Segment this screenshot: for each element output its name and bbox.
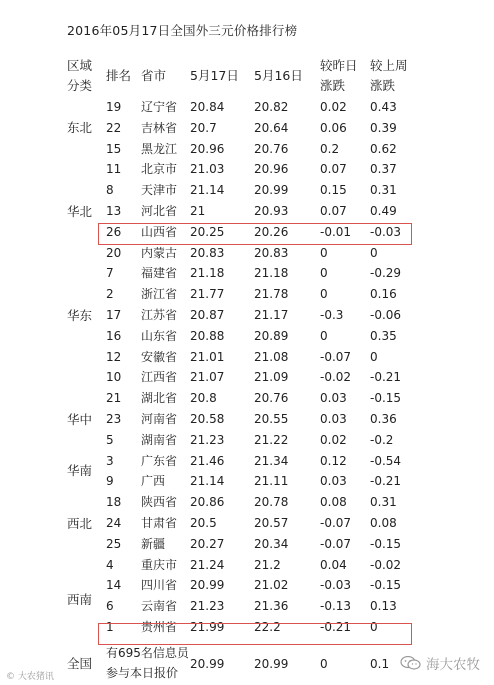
table-cell-day: 0 (320, 266, 328, 280)
table-cell-may17: 21.03 (190, 162, 225, 176)
table-cell-day: 0.03 (320, 474, 347, 488)
table-cell-week: 0 (370, 246, 378, 260)
header-rank: 排名 (106, 68, 132, 83)
table-cell-may16: 20.76 (254, 142, 289, 156)
table-cell-may16: 20.89 (254, 329, 289, 343)
table-cell-province: 重庆市 (141, 558, 178, 572)
header-may17: 5月17日 (190, 68, 239, 83)
table-cell-week: 0.37 (370, 162, 397, 176)
table-cell-may17: 20.8 (190, 391, 217, 405)
table-cell-rank: 14 (106, 578, 122, 592)
table-cell-province: 新疆 (141, 537, 166, 551)
table-cell-may16: 20.55 (254, 412, 289, 426)
table-cell-rank: 23 (106, 412, 122, 426)
table-cell-rank: 25 (106, 537, 122, 551)
table-cell-province: 天津市 (141, 183, 178, 197)
highlight-box-shanxi (98, 223, 412, 245)
table-cell-province: 云南省 (141, 599, 178, 613)
table-cell-week: 0.31 (370, 183, 397, 197)
table-cell-day: 0.02 (320, 100, 347, 114)
table-cell-rank: 21 (106, 391, 122, 405)
table-cell-may17: 21.23 (190, 599, 225, 613)
table-cell-may17: 20.7 (190, 121, 217, 135)
table-cell-day: 0.03 (320, 412, 347, 426)
header-change-week-line2: 涨跌 (370, 78, 396, 93)
table-cell-day: 0.03 (320, 391, 347, 405)
table-cell-may16: 21.02 (254, 578, 289, 592)
table-cell-day: 0.04 (320, 558, 347, 572)
table-cell-may17: 20.87 (190, 308, 225, 322)
table-cell-week: -0.15 (370, 391, 402, 405)
table-cell-week: -0.15 (370, 537, 402, 551)
table-cell-may16: 22.2 (254, 620, 281, 634)
table-cell-province: 北京市 (141, 162, 178, 176)
table-cell-week: 0 (370, 620, 378, 634)
table-cell-may16: 20.64 (254, 121, 289, 135)
table-cell-week: 0.43 (370, 100, 397, 114)
table-cell-province: 吉林省 (141, 121, 178, 135)
header-change-day-line2: 涨跌 (320, 78, 346, 93)
table-cell-rank: 15 (106, 142, 122, 156)
header-region-line1: 区域 (67, 58, 93, 73)
table-cell-may16: 21.08 (254, 350, 289, 364)
table-cell-may17: 20.99 (190, 578, 225, 592)
table-cell-may16: 21.17 (254, 308, 289, 322)
table-cell-may16: 20.76 (254, 391, 289, 405)
table-cell-week: -0.2 (370, 433, 394, 447)
table-cell-day: -0.07 (320, 537, 352, 551)
table-cell-rank: 16 (106, 329, 122, 343)
table-cell-may17: 20.83 (190, 246, 225, 260)
region-label: 西南 (67, 592, 93, 607)
footer-may17: 20.99 (190, 657, 225, 671)
table-cell-may17: 21.07 (190, 370, 225, 384)
table-cell-week: 0.31 (370, 495, 397, 509)
table-cell-day: -0.3 (320, 308, 344, 322)
table-cell-day: 0.08 (320, 495, 347, 509)
header-region-line2: 分类 (67, 78, 93, 93)
table-cell-week: -0.03 (370, 225, 402, 239)
footer-region: 全国 (67, 656, 93, 671)
table-cell-province: 广西 (141, 474, 166, 488)
watermark-left: © 大农猪讯 (6, 672, 54, 682)
table-cell-day: 0 (320, 329, 328, 343)
table-cell-may17: 21.46 (190, 454, 225, 468)
table-cell-day: -0.21 (320, 620, 352, 634)
table-cell-province: 浙江省 (141, 287, 178, 301)
table-cell-may16: 20.57 (254, 516, 289, 530)
table-cell-may17: 21.24 (190, 558, 225, 572)
table-cell-week: 0.35 (370, 329, 397, 343)
table-cell-may17: 21.14 (190, 474, 225, 488)
table-cell-may16: 21.36 (254, 599, 289, 613)
table-cell-day: 0.07 (320, 204, 347, 218)
table-cell-may17: 20.25 (190, 225, 225, 239)
region-label: 华北 (67, 204, 93, 219)
table-cell-rank: 10 (106, 370, 122, 384)
table-cell-may16: 20.83 (254, 246, 289, 260)
footer-change-week: 0.1 (370, 657, 390, 671)
table-cell-week: 0.62 (370, 142, 397, 156)
table-cell-may16: 21.11 (254, 474, 289, 488)
table-cell-may17: 21 (190, 204, 206, 218)
table-cell-may17: 20.5 (190, 516, 217, 530)
table-cell-may17: 21.99 (190, 620, 225, 634)
table-cell-may16: 21.2 (254, 558, 281, 572)
table-cell-province: 辽宁省 (141, 100, 178, 114)
table-cell-rank: 2 (106, 287, 114, 301)
table-cell-province: 湖南省 (141, 433, 178, 447)
table-cell-province: 广东省 (141, 454, 178, 468)
table-cell-may16: 21.09 (254, 370, 289, 384)
table-cell-province: 贵州省 (141, 620, 178, 634)
header-change-day-line1: 较昨日 (320, 58, 358, 73)
table-cell-may16: 20.93 (254, 204, 289, 218)
table-cell-may17: 20.86 (190, 495, 225, 509)
table-cell-rank: 5 (106, 433, 114, 447)
table-cell-day: -0.13 (320, 599, 352, 613)
table-cell-day: 0.12 (320, 454, 347, 468)
region-label: 华中 (67, 412, 93, 427)
footer-note-line1: 有695名信息员 (106, 646, 189, 660)
table-cell-may16: 20.78 (254, 495, 289, 509)
table-cell-may17: 21.18 (190, 266, 225, 280)
table-cell-rank: 4 (106, 558, 114, 572)
table-cell-may16: 21.22 (254, 433, 289, 447)
table-cell-day: -0.02 (320, 370, 352, 384)
table-cell-may16: 20.96 (254, 162, 289, 176)
table-cell-day: -0.07 (320, 516, 352, 530)
table-cell-may17: 20.88 (190, 329, 225, 343)
table-cell-day: 0.15 (320, 183, 347, 197)
table-cell-may17: 21.23 (190, 433, 225, 447)
table-cell-rank: 11 (106, 162, 122, 176)
table-cell-rank: 1 (106, 620, 114, 634)
table-cell-may16: 21.78 (254, 287, 289, 301)
table-cell-week: 0.36 (370, 412, 397, 426)
table-cell-rank: 9 (106, 474, 114, 488)
table-cell-province: 河南省 (141, 412, 178, 426)
table-cell-rank: 6 (106, 599, 114, 613)
table-cell-rank: 8 (106, 183, 114, 197)
table-cell-rank: 13 (106, 204, 122, 218)
table-cell-rank: 18 (106, 495, 122, 509)
table-cell-may17: 20.58 (190, 412, 225, 426)
table-cell-day: 0.2 (320, 142, 340, 156)
table-cell-province: 四川省 (141, 578, 178, 592)
table-cell-may16: 20.82 (254, 100, 289, 114)
highlight-box-guizhou (98, 623, 412, 645)
table-cell-may17: 21.14 (190, 183, 225, 197)
table-cell-rank: 19 (106, 100, 122, 114)
table-cell-may16: 21.34 (254, 454, 289, 468)
table-cell-rank: 12 (106, 350, 122, 364)
table-cell-may17: 21.01 (190, 350, 225, 364)
footer-change-day: 0 (320, 657, 328, 671)
table-cell-province: 福建省 (141, 266, 178, 280)
table-cell-province: 甘肃省 (141, 516, 178, 530)
region-label: 华南 (67, 463, 93, 478)
table-cell-province: 河北省 (141, 204, 178, 218)
wechat-icon (400, 656, 422, 670)
table-cell-rank: 26 (106, 225, 122, 239)
watermark-right (400, 653, 480, 673)
table-title: 2016年05月17日全国外三元价格排行榜 (67, 23, 298, 38)
table-cell-province: 陕西省 (141, 495, 178, 509)
table-cell-province: 江苏省 (141, 308, 178, 322)
table-cell-may16: 21.18 (254, 266, 289, 280)
table-cell-may16: 20.99 (254, 183, 289, 197)
table-cell-province: 江西省 (141, 370, 178, 384)
table-cell-day: 0 (320, 287, 328, 301)
table-cell-week: 0.39 (370, 121, 397, 135)
table-cell-week: 0.49 (370, 204, 397, 218)
table-cell-day: 0.07 (320, 162, 347, 176)
table-cell-rank: 24 (106, 516, 122, 530)
table-cell-week: -0.06 (370, 308, 402, 322)
table-cell-may17: 21.77 (190, 287, 225, 301)
table-cell-may17: 20.84 (190, 100, 225, 114)
table-cell-week: -0.29 (370, 266, 402, 280)
table-cell-day: 0 (320, 246, 328, 260)
table-cell-week: 0.16 (370, 287, 397, 301)
table-cell-week: -0.54 (370, 454, 402, 468)
table-cell-province: 黑龙江 (141, 142, 178, 156)
region-label: 华东 (67, 308, 93, 323)
table-cell-day: -0.01 (320, 225, 352, 239)
header-province: 省市 (141, 68, 167, 83)
table-cell-province: 山西省 (141, 225, 178, 239)
table-cell-week: -0.02 (370, 558, 402, 572)
footer-may16: 20.99 (254, 657, 289, 671)
header-change-week-line1: 较上周 (370, 58, 408, 73)
table-cell-may17: 20.27 (190, 537, 225, 551)
table-cell-may16: 20.26 (254, 225, 289, 239)
table-cell-may16: 20.34 (254, 537, 289, 551)
table-cell-rank: 20 (106, 246, 122, 260)
region-label: 西北 (67, 516, 93, 531)
table-cell-province: 内蒙古 (141, 246, 178, 260)
footer-note-line2: 参与本日报价 (106, 666, 179, 680)
header-may16: 5月16日 (254, 68, 303, 83)
table-cell-day: -0.03 (320, 578, 352, 592)
table-cell-province: 湖北省 (141, 391, 178, 405)
table-cell-rank: 22 (106, 121, 122, 135)
table-cell-week: -0.21 (370, 474, 402, 488)
table-cell-day: 0.06 (320, 121, 347, 135)
watermark-right-text: 海大农牧 (426, 657, 480, 673)
table-cell-day: 0.02 (320, 433, 347, 447)
table-cell-week: 0 (370, 350, 378, 364)
table-cell-province: 山东省 (141, 329, 178, 343)
table-cell-week: -0.15 (370, 578, 402, 592)
table-cell-week: 0.13 (370, 599, 397, 613)
table-cell-rank: 17 (106, 308, 122, 322)
table-cell-may17: 20.96 (190, 142, 225, 156)
table-cell-week: 0.08 (370, 516, 397, 530)
table-cell-rank: 7 (106, 266, 114, 280)
region-label: 东北 (67, 120, 93, 135)
table-cell-day: -0.07 (320, 350, 352, 364)
table-cell-week: -0.21 (370, 370, 402, 384)
table-cell-province: 安徽省 (141, 350, 178, 364)
table-cell-rank: 3 (106, 454, 114, 468)
